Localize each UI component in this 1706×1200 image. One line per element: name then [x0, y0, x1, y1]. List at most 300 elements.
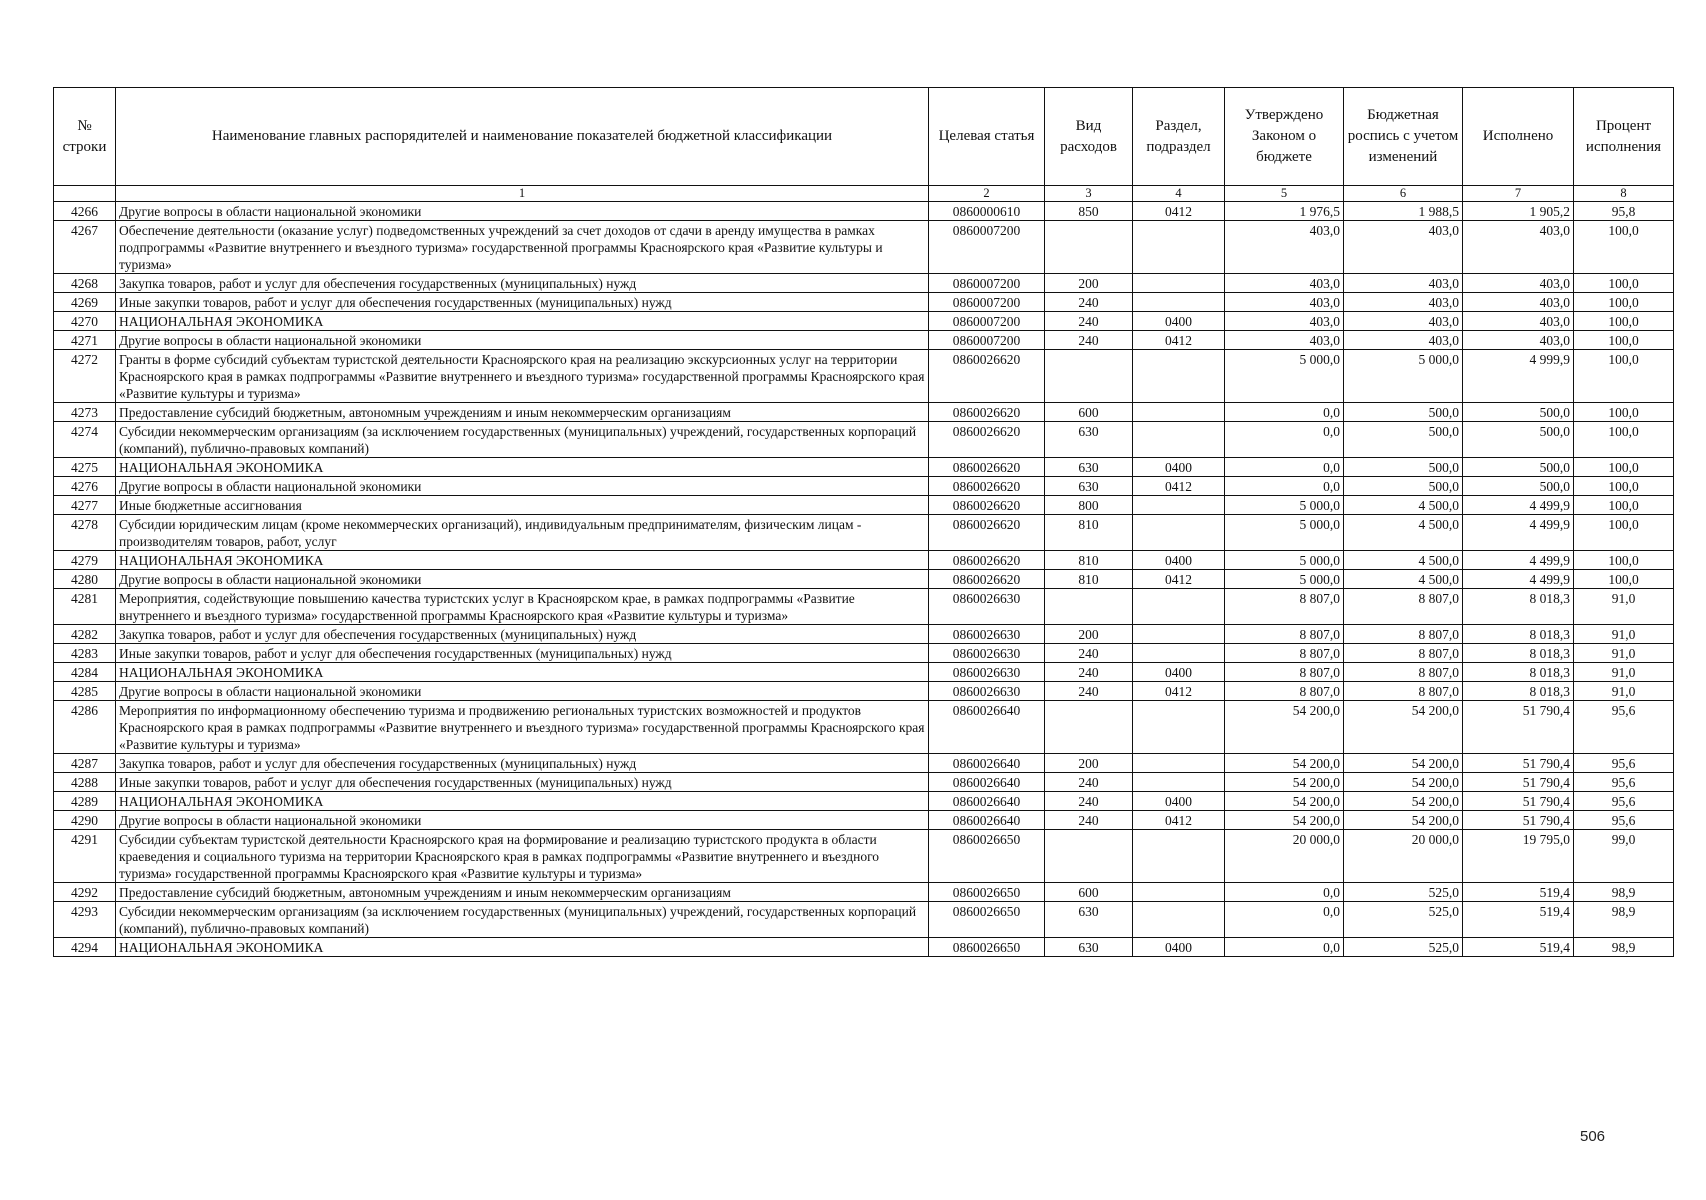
- table-row: [54, 403, 1674, 422]
- row-expense-type: 800: [1045, 496, 1133, 515]
- row-percent: 100,0: [1574, 221, 1674, 274]
- column-number: 6: [1344, 186, 1463, 202]
- table-row: [54, 883, 1674, 902]
- row-executed: 4 499,9: [1463, 551, 1574, 570]
- table-row: [54, 644, 1674, 663]
- row-name: Иные закупки товаров, работ и услуг для обеспечения государственных (муниципальных) нужд: [116, 773, 929, 792]
- row-approved: 403,0: [1225, 331, 1344, 350]
- table-row: [54, 830, 1674, 883]
- row-target-article: 0860026620: [929, 403, 1045, 422]
- column-number: 2: [929, 186, 1045, 202]
- row-expense-type: [1045, 221, 1133, 274]
- row-expense-type: 630: [1045, 938, 1133, 957]
- row-number: 4283: [54, 644, 116, 663]
- row-approved: 403,0: [1225, 221, 1344, 274]
- row-number: 4280: [54, 570, 116, 589]
- row-target-article: 0860007200: [929, 274, 1045, 293]
- row-name: Субсидии юридическим лицам (кроме некоммерческих организаций), индивидуальным предпринимателям, физическим лицам - производителям товаров, работ, услуг: [116, 515, 929, 551]
- header-percent: Процент исполнения: [1574, 88, 1674, 186]
- row-executed: 51 790,4: [1463, 811, 1574, 830]
- row-percent: 98,9: [1574, 883, 1674, 902]
- row-executed: 403,0: [1463, 274, 1574, 293]
- row-percent: 95,6: [1574, 701, 1674, 754]
- row-executed: 51 790,4: [1463, 773, 1574, 792]
- row-number: 4274: [54, 422, 116, 458]
- row-name: Иные бюджетные ассигнования: [116, 496, 929, 515]
- row-section: [1133, 274, 1225, 293]
- row-budget-schedule: 1 988,5: [1344, 202, 1463, 221]
- table-row: [54, 792, 1674, 811]
- row-expense-type: 200: [1045, 754, 1133, 773]
- row-approved: 0,0: [1225, 883, 1344, 902]
- row-number: 4284: [54, 663, 116, 682]
- table-row: [54, 938, 1674, 957]
- row-name: Закупка товаров, работ и услуг для обеспечения государственных (муниципальных) нужд: [116, 754, 929, 773]
- row-target-article: 0860026620: [929, 477, 1045, 496]
- row-section: [1133, 830, 1225, 883]
- row-percent: 100,0: [1574, 293, 1674, 312]
- row-target-article: 0860026620: [929, 458, 1045, 477]
- row-budget-schedule: 8 807,0: [1344, 663, 1463, 682]
- row-approved: 54 200,0: [1225, 792, 1344, 811]
- row-executed: 51 790,4: [1463, 754, 1574, 773]
- row-number: 4289: [54, 792, 116, 811]
- row-budget-schedule: 500,0: [1344, 403, 1463, 422]
- row-target-article: 0860026630: [929, 644, 1045, 663]
- row-budget-schedule: 20 000,0: [1344, 830, 1463, 883]
- table-row: [54, 312, 1674, 331]
- row-name: Предоставление субсидий бюджетным, автономным учреждениям и иным некоммерческим организациям: [116, 403, 929, 422]
- row-expense-type: 240: [1045, 312, 1133, 331]
- row-executed: 4 999,9: [1463, 350, 1574, 403]
- table-row: [54, 274, 1674, 293]
- row-percent: 98,9: [1574, 938, 1674, 957]
- row-expense-type: [1045, 589, 1133, 625]
- row-section: 0412: [1133, 682, 1225, 701]
- row-number: 4275: [54, 458, 116, 477]
- row-percent: 100,0: [1574, 331, 1674, 350]
- row-percent: 95,6: [1574, 773, 1674, 792]
- row-expense-type: 240: [1045, 663, 1133, 682]
- row-name: Другие вопросы в области национальной экономики: [116, 202, 929, 221]
- row-section: 0412: [1133, 202, 1225, 221]
- row-target-article: 0860026650: [929, 830, 1045, 883]
- row-budget-schedule: 54 200,0: [1344, 811, 1463, 830]
- row-budget-schedule: 403,0: [1344, 331, 1463, 350]
- row-name: Субсидии некоммерческим организациям (за исключением государственных (муниципальных) учреждений, государственных корпораций (компаний), публично-правовых компаний): [116, 902, 929, 938]
- row-percent: 95,6: [1574, 811, 1674, 830]
- table-row: [54, 902, 1674, 938]
- header-approved: Утверждено Законом о бюджете: [1225, 88, 1344, 186]
- row-section: [1133, 422, 1225, 458]
- row-number: 4268: [54, 274, 116, 293]
- row-expense-type: 240: [1045, 682, 1133, 701]
- row-target-article: 0860026650: [929, 902, 1045, 938]
- row-approved: 5 000,0: [1225, 570, 1344, 589]
- row-budget-schedule: 500,0: [1344, 422, 1463, 458]
- row-number: 4292: [54, 883, 116, 902]
- row-section: [1133, 221, 1225, 274]
- row-executed: 519,4: [1463, 938, 1574, 957]
- row-percent: 100,0: [1574, 312, 1674, 331]
- row-expense-type: [1045, 701, 1133, 754]
- row-expense-type: 200: [1045, 625, 1133, 644]
- row-executed: 500,0: [1463, 477, 1574, 496]
- row-expense-type: 240: [1045, 792, 1133, 811]
- row-number: 4270: [54, 312, 116, 331]
- row-target-article: 0860026630: [929, 663, 1045, 682]
- row-section: [1133, 350, 1225, 403]
- header-executed: Исполнено: [1463, 88, 1574, 186]
- row-budget-schedule: 525,0: [1344, 902, 1463, 938]
- row-expense-type: 600: [1045, 403, 1133, 422]
- row-approved: 5 000,0: [1225, 496, 1344, 515]
- row-name: Мероприятия, содействующие повышению качества туристских услуг в Красноярском крае, в рамках подпрограммы «Развитие внутреннего и въездного туризма» государственной программы Красноярского края «Развитие культуры и туризма»: [116, 589, 929, 625]
- row-budget-schedule: 403,0: [1344, 221, 1463, 274]
- row-budget-schedule: 5 000,0: [1344, 350, 1463, 403]
- row-expense-type: 600: [1045, 883, 1133, 902]
- table-row: [54, 515, 1674, 551]
- row-number: 4269: [54, 293, 116, 312]
- table-row: [54, 701, 1674, 754]
- row-percent: 95,6: [1574, 792, 1674, 811]
- row-expense-type: 630: [1045, 422, 1133, 458]
- table-row: [54, 754, 1674, 773]
- row-executed: 519,4: [1463, 883, 1574, 902]
- row-budget-schedule: 403,0: [1344, 274, 1463, 293]
- row-executed: 51 790,4: [1463, 792, 1574, 811]
- row-target-article: 0860026630: [929, 625, 1045, 644]
- row-approved: 403,0: [1225, 274, 1344, 293]
- row-name: Закупка товаров, работ и услуг для обеспечения государственных (муниципальных) нужд: [116, 625, 929, 644]
- row-executed: 500,0: [1463, 403, 1574, 422]
- row-executed: 403,0: [1463, 312, 1574, 331]
- row-target-article: 0860026650: [929, 883, 1045, 902]
- header-name: Наименование главных распорядителей и наименование показателей бюджетной классификации: [116, 88, 929, 186]
- row-approved: 8 807,0: [1225, 644, 1344, 663]
- table-row: [54, 773, 1674, 792]
- row-approved: 0,0: [1225, 458, 1344, 477]
- budget-execution-table: [53, 87, 1674, 957]
- row-name: НАЦИОНАЛЬНАЯ ЭКОНОМИКА: [116, 792, 929, 811]
- row-budget-schedule: 4 500,0: [1344, 570, 1463, 589]
- row-percent: 91,0: [1574, 663, 1674, 682]
- row-expense-type: 200: [1045, 274, 1133, 293]
- table-body: [54, 202, 1674, 957]
- row-approved: 5 000,0: [1225, 551, 1344, 570]
- row-budget-schedule: 403,0: [1344, 293, 1463, 312]
- row-number: 4287: [54, 754, 116, 773]
- row-target-article: 0860026640: [929, 701, 1045, 754]
- table-row: [54, 663, 1674, 682]
- row-target-article: 0860026620: [929, 496, 1045, 515]
- row-executed: 8 018,3: [1463, 589, 1574, 625]
- table-row: [54, 625, 1674, 644]
- table-row: [54, 570, 1674, 589]
- row-name: Субсидии некоммерческим организациям (за исключением государственных (муниципальных) учреждений, государственных корпораций (компаний), публично-правовых компаний): [116, 422, 929, 458]
- row-name: Другие вопросы в области национальной экономики: [116, 331, 929, 350]
- row-approved: 54 200,0: [1225, 811, 1344, 830]
- row-budget-schedule: 54 200,0: [1344, 701, 1463, 754]
- row-number: 4293: [54, 902, 116, 938]
- row-approved: 0,0: [1225, 477, 1344, 496]
- table-row: [54, 551, 1674, 570]
- row-section: [1133, 644, 1225, 663]
- table-row: [54, 331, 1674, 350]
- table-row: [54, 202, 1674, 221]
- row-target-article: 0860007200: [929, 293, 1045, 312]
- row-executed: 8 018,3: [1463, 625, 1574, 644]
- row-expense-type: 630: [1045, 902, 1133, 938]
- row-percent: 100,0: [1574, 403, 1674, 422]
- row-expense-type: 240: [1045, 293, 1133, 312]
- row-percent: 100,0: [1574, 422, 1674, 458]
- row-executed: 8 018,3: [1463, 682, 1574, 701]
- column-number: 4: [1133, 186, 1225, 202]
- column-number: 7: [1463, 186, 1574, 202]
- table-row: [54, 477, 1674, 496]
- column-number: 1: [116, 186, 929, 202]
- row-percent: 100,0: [1574, 496, 1674, 515]
- row-name: Субсидии субъектам туристской деятельности Красноярского края на формирование и реализацию туристского продукта в области краеведения и социального туризма на территории Красноярского края в рамках подпрограммы «Развитие внутреннего и въездного туризма» государственной программы Красноярского края «Развитие культуры и туризма»: [116, 830, 929, 883]
- row-expense-type: [1045, 350, 1133, 403]
- column-number: 5: [1225, 186, 1344, 202]
- row-number: 4288: [54, 773, 116, 792]
- row-executed: 8 018,3: [1463, 663, 1574, 682]
- row-budget-schedule: 8 807,0: [1344, 682, 1463, 701]
- table-row: [54, 422, 1674, 458]
- row-approved: 0,0: [1225, 422, 1344, 458]
- row-name: Гранты в форме субсидий субъектам туристской деятельности Красноярского края на реализацию экскурсионных услуг на территории Красноярского края в рамках подпрограммы «Развитие внутреннего и въездного туризма» государственной программы Красноярского края «Развитие культуры и туризма»: [116, 350, 929, 403]
- row-budget-schedule: 8 807,0: [1344, 644, 1463, 663]
- row-section: 0412: [1133, 477, 1225, 496]
- row-executed: 403,0: [1463, 293, 1574, 312]
- row-approved: 8 807,0: [1225, 625, 1344, 644]
- header-section: Раздел, подраздел: [1133, 88, 1225, 186]
- row-executed: 403,0: [1463, 221, 1574, 274]
- row-expense-type: 810: [1045, 570, 1133, 589]
- row-budget-schedule: 8 807,0: [1344, 625, 1463, 644]
- row-budget-schedule: 525,0: [1344, 938, 1463, 957]
- table-row: [54, 682, 1674, 701]
- row-target-article: 0860026640: [929, 754, 1045, 773]
- header-budget-schedule: Бюджетная роспись с учетом изменений: [1344, 88, 1463, 186]
- row-expense-type: 240: [1045, 331, 1133, 350]
- row-approved: 8 807,0: [1225, 682, 1344, 701]
- row-budget-schedule: 500,0: [1344, 458, 1463, 477]
- row-percent: 100,0: [1574, 458, 1674, 477]
- row-section: 0400: [1133, 938, 1225, 957]
- row-target-article: 0860007200: [929, 221, 1045, 274]
- column-number: [54, 186, 116, 202]
- row-expense-type: [1045, 830, 1133, 883]
- row-target-article: 0860026640: [929, 811, 1045, 830]
- row-number: 4267: [54, 221, 116, 274]
- row-approved: 5 000,0: [1225, 350, 1344, 403]
- row-number: 4276: [54, 477, 116, 496]
- row-name: НАЦИОНАЛЬНАЯ ЭКОНОМИКА: [116, 663, 929, 682]
- row-approved: 0,0: [1225, 902, 1344, 938]
- row-approved: 54 200,0: [1225, 754, 1344, 773]
- row-name: Другие вопросы в области национальной экономики: [116, 570, 929, 589]
- row-section: 0400: [1133, 663, 1225, 682]
- row-name: Другие вопросы в области национальной экономики: [116, 477, 929, 496]
- row-percent: 91,0: [1574, 625, 1674, 644]
- row-target-article: 0860007200: [929, 312, 1045, 331]
- row-name: НАЦИОНАЛЬНАЯ ЭКОНОМИКА: [116, 458, 929, 477]
- row-name: НАЦИОНАЛЬНАЯ ЭКОНОМИКА: [116, 551, 929, 570]
- row-executed: 1 905,2: [1463, 202, 1574, 221]
- page-number: 506: [1580, 1128, 1606, 1145]
- row-executed: 500,0: [1463, 422, 1574, 458]
- row-expense-type: 630: [1045, 477, 1133, 496]
- row-target-article: 0860026620: [929, 551, 1045, 570]
- row-expense-type: 240: [1045, 811, 1133, 830]
- row-approved: 54 200,0: [1225, 701, 1344, 754]
- row-section: 0400: [1133, 458, 1225, 477]
- row-budget-schedule: 4 500,0: [1344, 551, 1463, 570]
- row-executed: 403,0: [1463, 331, 1574, 350]
- row-section: [1133, 773, 1225, 792]
- row-executed: 4 499,9: [1463, 496, 1574, 515]
- row-approved: 8 807,0: [1225, 589, 1344, 625]
- row-section: [1133, 403, 1225, 422]
- row-executed: 500,0: [1463, 458, 1574, 477]
- row-expense-type: 240: [1045, 644, 1133, 663]
- row-number: 4277: [54, 496, 116, 515]
- row-expense-type: 240: [1045, 773, 1133, 792]
- row-name: Мероприятия по информационному обеспечению туризма и продвижению региональных туристских возможностей и продуктов Красноярского края в рамках подпрограммы «Развитие внутреннего и въездного туризма» государственной программы Красноярского края «Развитие культуры и туризма»: [116, 701, 929, 754]
- row-name: НАЦИОНАЛЬНАЯ ЭКОНОМИКА: [116, 938, 929, 957]
- table-row: [54, 458, 1674, 477]
- table-header-row: [54, 88, 1674, 186]
- row-budget-schedule: 500,0: [1344, 477, 1463, 496]
- row-executed: 4 499,9: [1463, 515, 1574, 551]
- row-section: [1133, 293, 1225, 312]
- row-number: 4278: [54, 515, 116, 551]
- row-percent: 91,0: [1574, 644, 1674, 663]
- row-expense-type: 630: [1045, 458, 1133, 477]
- row-percent: 100,0: [1574, 350, 1674, 403]
- row-executed: 8 018,3: [1463, 644, 1574, 663]
- row-section: 0412: [1133, 570, 1225, 589]
- table-row: [54, 811, 1674, 830]
- row-section: [1133, 701, 1225, 754]
- row-percent: 91,0: [1574, 589, 1674, 625]
- row-target-article: 0860026620: [929, 570, 1045, 589]
- row-budget-schedule: 403,0: [1344, 312, 1463, 331]
- row-section: 0412: [1133, 811, 1225, 830]
- row-number: 4281: [54, 589, 116, 625]
- row-target-article: 0860026640: [929, 792, 1045, 811]
- row-target-article: 0860007200: [929, 331, 1045, 350]
- row-number: 4279: [54, 551, 116, 570]
- row-section: [1133, 515, 1225, 551]
- row-target-article: 0860026620: [929, 515, 1045, 551]
- header-expense-type: Вид расходов: [1045, 88, 1133, 186]
- table-row: [54, 293, 1674, 312]
- row-section: 0400: [1133, 312, 1225, 331]
- row-number: 4272: [54, 350, 116, 403]
- row-name: Иные закупки товаров, работ и услуг для обеспечения государственных (муниципальных) нужд: [116, 644, 929, 663]
- row-name: Закупка товаров, работ и услуг для обеспечения государственных (муниципальных) нужд: [116, 274, 929, 293]
- row-name: Иные закупки товаров, работ и услуг для обеспечения государственных (муниципальных) нужд: [116, 293, 929, 312]
- row-number: 4266: [54, 202, 116, 221]
- row-budget-schedule: 525,0: [1344, 883, 1463, 902]
- row-number: 4291: [54, 830, 116, 883]
- row-section: [1133, 883, 1225, 902]
- row-section: 0400: [1133, 792, 1225, 811]
- row-approved: 54 200,0: [1225, 773, 1344, 792]
- row-budget-schedule: 54 200,0: [1344, 792, 1463, 811]
- row-approved: 8 807,0: [1225, 663, 1344, 682]
- table-row: [54, 589, 1674, 625]
- budget-report-page: [53, 87, 1673, 957]
- row-target-article: 0860026630: [929, 589, 1045, 625]
- row-number: 4294: [54, 938, 116, 957]
- row-name: Предоставление субсидий бюджетным, автономным учреждениям и иным некоммерческим организациям: [116, 883, 929, 902]
- row-section: [1133, 496, 1225, 515]
- row-name: Другие вопросы в области национальной экономики: [116, 682, 929, 701]
- row-name: Обеспечение деятельности (оказание услуг) подведомственных учреждений за счет доходов от сдачи в аренду имущества в рамках подпрограммы «Развитие внутреннего и въездного туризма» государственной программы Красноярского края «Развитие культуры и туризма»: [116, 221, 929, 274]
- row-percent: 99,0: [1574, 830, 1674, 883]
- row-number: 4285: [54, 682, 116, 701]
- row-executed: 51 790,4: [1463, 701, 1574, 754]
- row-executed: 519,4: [1463, 902, 1574, 938]
- row-budget-schedule: 4 500,0: [1344, 496, 1463, 515]
- row-percent: 100,0: [1574, 274, 1674, 293]
- row-section: [1133, 902, 1225, 938]
- row-target-article: 0860026650: [929, 938, 1045, 957]
- row-percent: 91,0: [1574, 682, 1674, 701]
- row-percent: 95,8: [1574, 202, 1674, 221]
- row-section: [1133, 625, 1225, 644]
- row-executed: 4 499,9: [1463, 570, 1574, 589]
- row-percent: 100,0: [1574, 477, 1674, 496]
- row-name: НАЦИОНАЛЬНАЯ ЭКОНОМИКА: [116, 312, 929, 331]
- row-budget-schedule: 54 200,0: [1344, 754, 1463, 773]
- column-number-row: [54, 186, 1674, 202]
- row-number: 4273: [54, 403, 116, 422]
- row-budget-schedule: 8 807,0: [1344, 589, 1463, 625]
- row-number: 4271: [54, 331, 116, 350]
- row-target-article: 0860026620: [929, 422, 1045, 458]
- row-number: 4290: [54, 811, 116, 830]
- row-target-article: 0860000610: [929, 202, 1045, 221]
- row-percent: 100,0: [1574, 551, 1674, 570]
- table-row: [54, 496, 1674, 515]
- row-budget-schedule: 54 200,0: [1344, 773, 1463, 792]
- row-percent: 100,0: [1574, 515, 1674, 551]
- row-expense-type: 810: [1045, 515, 1133, 551]
- row-number: 4286: [54, 701, 116, 754]
- row-section: 0400: [1133, 551, 1225, 570]
- row-percent: 98,9: [1574, 902, 1674, 938]
- row-budget-schedule: 4 500,0: [1344, 515, 1463, 551]
- row-expense-type: 810: [1045, 551, 1133, 570]
- row-approved: 5 000,0: [1225, 515, 1344, 551]
- header-target-article: Целевая статья: [929, 88, 1045, 186]
- row-percent: 100,0: [1574, 570, 1674, 589]
- row-target-article: 0860026640: [929, 773, 1045, 792]
- row-approved: 403,0: [1225, 293, 1344, 312]
- row-approved: 0,0: [1225, 403, 1344, 422]
- column-number: 3: [1045, 186, 1133, 202]
- row-target-article: 0860026620: [929, 350, 1045, 403]
- row-expense-type: 850: [1045, 202, 1133, 221]
- table-row: [54, 221, 1674, 274]
- row-approved: 1 976,5: [1225, 202, 1344, 221]
